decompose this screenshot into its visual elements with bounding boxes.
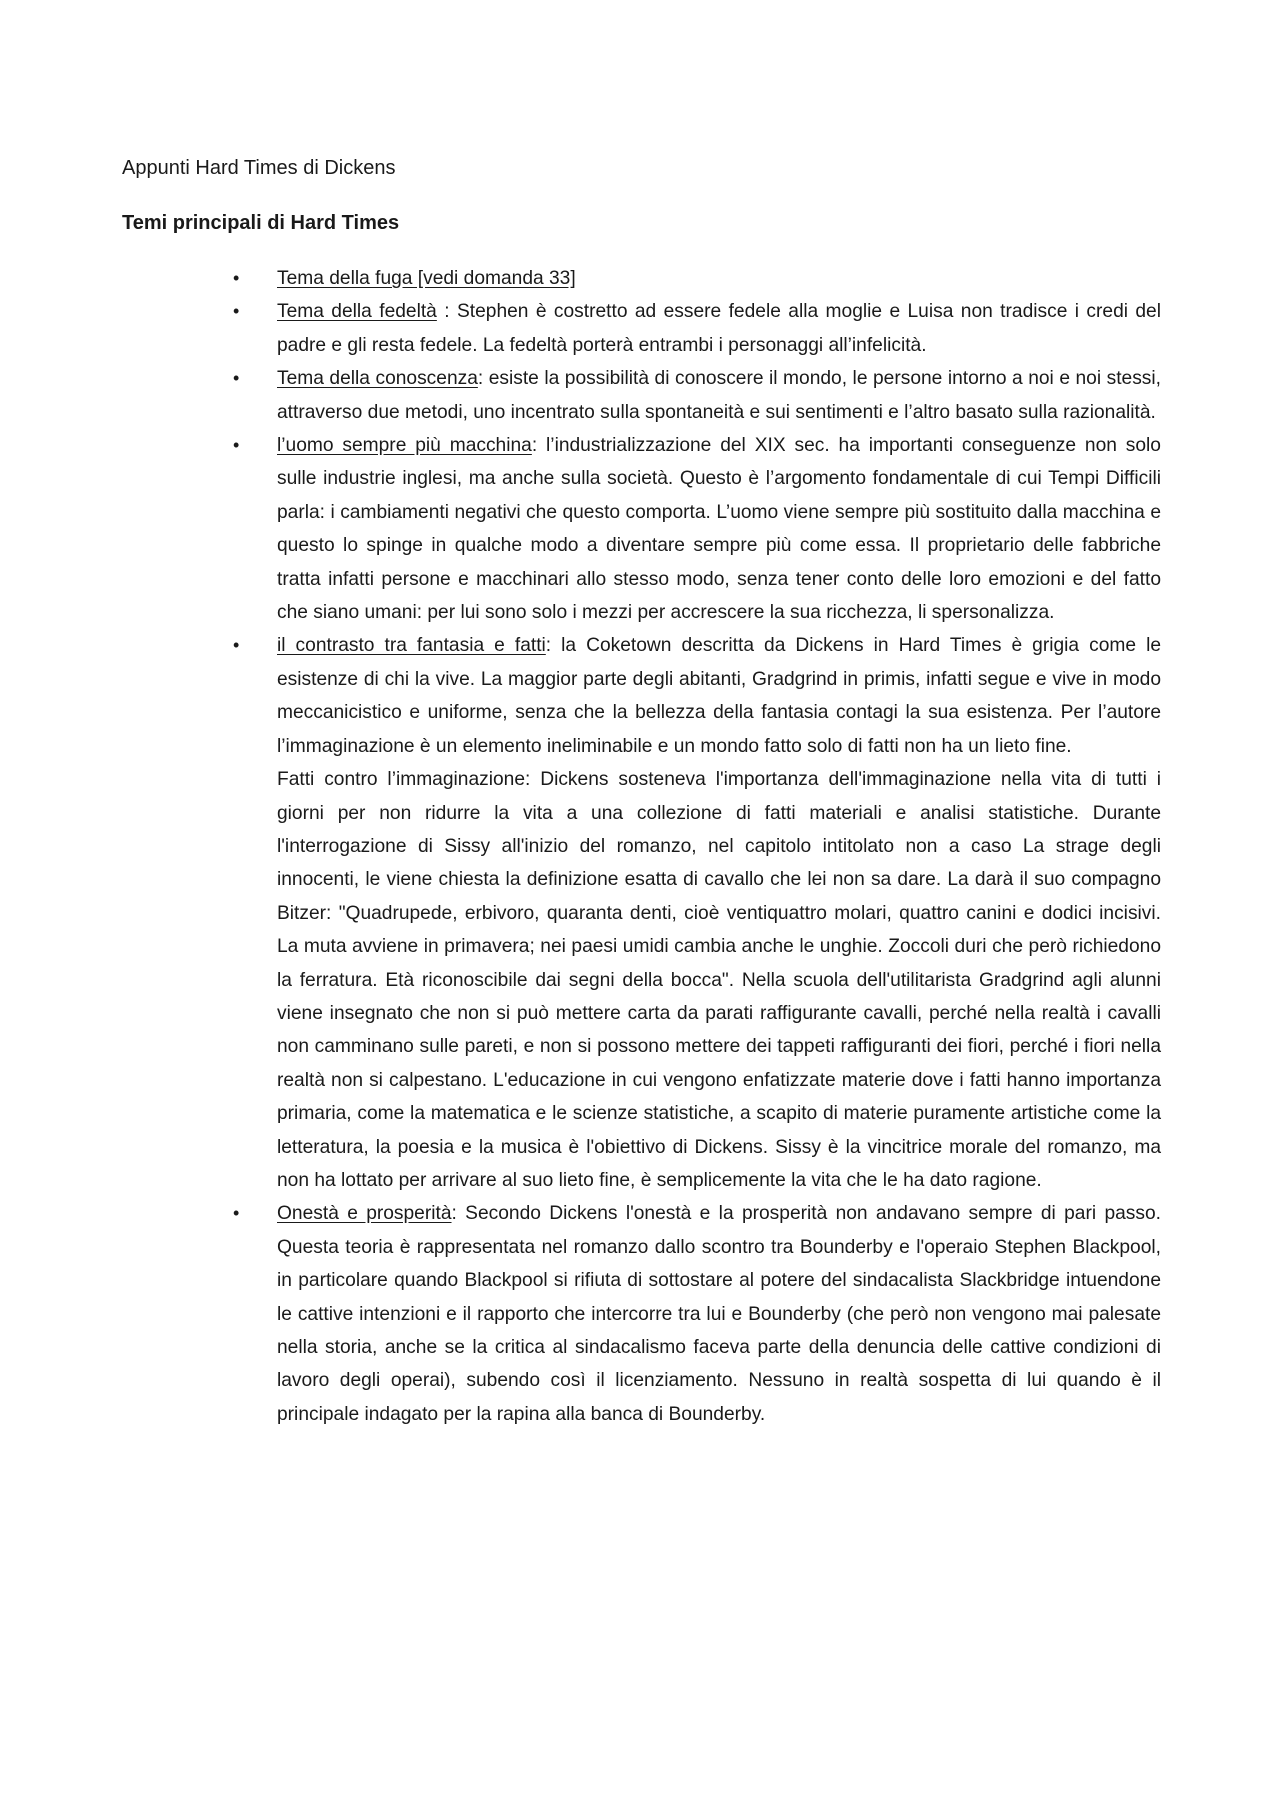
theme-text: : esiste la possibilità di conoscere il mondo, le persone intorno a noi e noi stessi, attraverso due metodi, uno incentrato sulla spontaneità e sui sentimenti e l’altro basato sulla razionalità.: [277, 368, 1161, 423]
bullet-icon: •: [233, 435, 240, 456]
bullet-icon: •: [233, 268, 240, 288]
theme-name: il contrasto tra fantasia e fatti: [277, 635, 546, 657]
bullet-icon: •: [233, 1203, 240, 1224]
list-item-onesta-prosperita: [233, 1197, 1161, 1431]
document-title: Appunti Hard Times di Dickens: [122, 157, 396, 179]
theme-name: Tema della conoscenza: [277, 368, 478, 390]
theme-name: Onestà e prosperità: [277, 1203, 452, 1225]
theme-name: l’uomo sempre più macchina: [277, 435, 532, 457]
section-heading: Temi principali di Hard Times: [122, 212, 400, 234]
bullet-icon: •: [233, 301, 240, 322]
bullet-icon: •: [233, 635, 240, 656]
theme-text: : l’industrializzazione del XIX sec. ha importanti conseguenze non solo sulle industrie inglesi, ma anche sulla società. Questo è l’argomento fondamentale di cui Tempi Difficili parla: i cambiamenti negativi che questo comporta. L’uomo viene sempre più sostituito dalla macchina e questo lo spinge in qualche modo a diventare sempre più come essa. Il proprietario delle fabbriche tratta infatti persone e macchinari allo stesso modo, senza tener conto delle loro emozioni e del fatto che siano umani: per lui sono solo i mezzi per accrescere la sua ricchezza, li spersonalizza.: [277, 435, 1161, 624]
theme-text: : la Coketown descritta da Dickens in Hard Times è grigia come le esistenze di chi la vive. La maggior parte degli abitanti, Gradgrind in primis, infatti segue e vive in modo meccanicistico e uniforme, senza che la bellezza della fantasia contagi la sua esistenza. Per l’autore l’immaginazione è un elemento ineliminabile e un mondo fatto solo di fatti non ha un lieto fine.: [277, 635, 1161, 757]
theme-text: : Stephen è costretto ad essere fedele alla moglie e Luisa non tradisce i credi del padre e gli resta fedele. La fedeltà porterà entrambi i personaggi all’infelicità.: [277, 301, 1161, 356]
list-item-uomo-macchina: [233, 429, 1161, 629]
theme-name: Tema della fuga [vedi domanda 33]: [277, 268, 576, 289]
list-item-tema-conoscenza: [233, 362, 1161, 429]
list-item-tema-fedelta: [233, 295, 1161, 362]
theme-extra-paragraph: Fatti contro l’immaginazione: Dickens sosteneva l'importanza dell'immaginazione nella vita di tutti i giorni per non ridurre la vita a una collezione di fatti materiali e analisi statistiche. Durante l'interrogazione di Sissy all'inizio del romanzo, nel capitolo intitolato non a caso La strage degli innocenti, le viene chiesta la definizione esatta di cavallo che lei non sa dare. La darà il suo compagno Bitzer: "Quadrupede, erbivoro, quaranta denti, cioè ventiquattro molari, quattro canini e dodici incisivi. La muta avviene in primavera; nei paesi umidi cambia anche le unghie. Zoccoli duri che però richiedono la ferratura. Età riconoscibile dai segni della bocca". Nella scuola dell'utilitarista Gradgrind agli alunni viene insegnato che non si può mettere carta da parati raffigurante cavalli, perché nella realtà i cavalli non camminano sulle pareti, e non si possono mettere dei tappeti raffiguranti dei fiori, perché i fiori nella realtà non si calpestano. L'educazione in cui vengono enfatizzate materie dove i fatti hanno importanza primaria, come la matematica e le scienze statistiche, a scapito di materie puramente artistiche come la letteratura, la poesia e la musica è l'obiettivo di Dickens. Sissy è la vincitrice morale del romanzo, ma non ha lottato per arrivare al suo lieto fine, è semplicemente la vita che le ha dato ragione.: [277, 769, 1161, 1191]
theme-name: Tema della fedeltà: [277, 301, 437, 323]
list-item-fantasia-fatti: [233, 629, 1161, 1197]
theme-list: [233, 262, 1161, 1431]
theme-text: : Secondo Dickens l'onestà e la prosperità non andavano sempre di pari passo. Questa teoria è rappresentata nel romanzo dallo scontro tra Bounderby e l'operaio Stephen Blackpool, in particolare quando Blackpool si rifiuta di sottostare al potere del sindacalista Slackbridge intuendone le cattive intenzioni e il rapporto che intercorre tra lui e Bounderby (che però non vengono mai palesate nella storia, anche se la critica al sindacalismo faceva parte della denuncia delle cattive condizioni di lavoro degli operai), subendo così il licenziamento. Nessuno in realtà sospetta di lui quando è il principale indagato per la rapina alla banca di Bounderby.: [277, 1203, 1161, 1425]
bullet-icon: •: [233, 368, 240, 389]
list-item-tema-fuga: [233, 262, 1161, 295]
